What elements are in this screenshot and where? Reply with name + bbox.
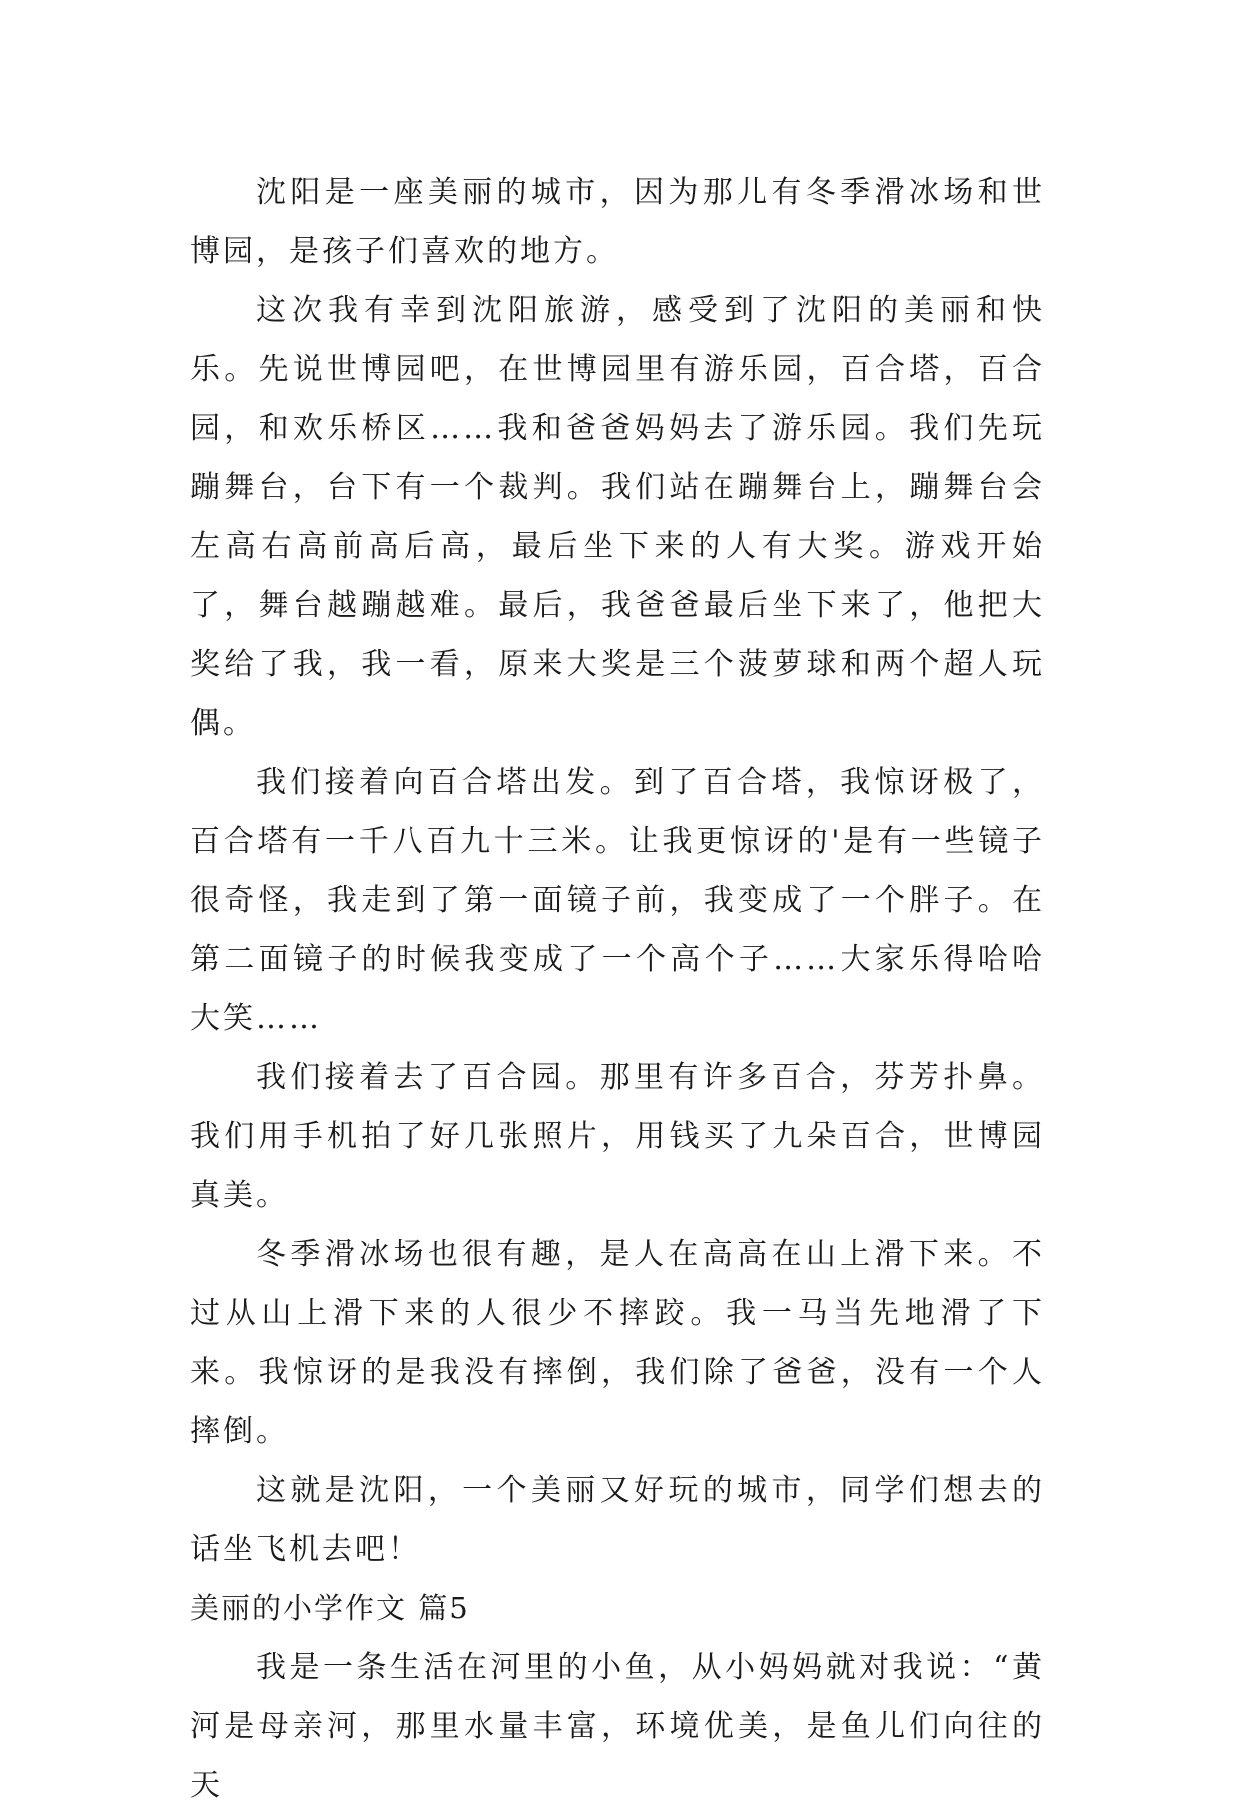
paragraph-ski-field: 冬季滑冰场也很有趣，是人在高高在山上滑下来。不过从山上滑下来的人很少不摔跤。我一马当先地滑了下来。我惊讶的是我没有摔倒，我们除了爸爸，没有一个人摔倒。 [190, 1237, 1045, 1449]
section-heading: 美丽的小学作文 篇5 [190, 1591, 470, 1625]
paragraph-lily-garden: 我们接着去了百合园。那里有许多百合，芬芳扑鼻。我们用手机拍了好几张照片，用钱买了九朵百合，世博园真美。 [190, 1060, 1045, 1213]
paragraph-lily-tower: 我们接着向百合塔出发。到了百合塔，我惊讶极了，百合塔有一千八百九十三米。让我更惊讶的'是有一些镜子很奇怪，我走到了第一面镜子前，我变成了一个胖子。在第二面镜子的时候我变成了一个高个子……大家乐得哈哈大笑…… [190, 765, 1045, 1036]
paragraph-little-fish: 我是一条生活在河里的小鱼，从小妈妈就对我说：“黄河是母亲河，那里水量丰富，环境优美，是鱼儿们向往的天 [190, 1650, 1045, 1803]
paragraph-conclusion: 这就是沈阳，一个美丽又好玩的城市，同学们想去的话坐飞机去吧！ [190, 1473, 1045, 1567]
paragraph-amusement-park: 这次我有幸到沈阳旅游，感受到了沈阳的美丽和快乐。先说世博园吧，在世博园里有游乐园，百合塔，百合园，和欢乐桥区……我和爸爸妈妈去了游乐园。我们先玩蹦舞台，台下有一个裁判。我们站在蹦舞台上，蹦舞台会左高右高前高后高，最后坐下来的人有大奖。游戏开始了，舞台越蹦越难。最后，我爸爸最后坐下来了，他把大奖给了我，我一看，原来大奖是三个菠萝球和两个超人玩偶。 [190, 293, 1045, 741]
paragraph-intro: 沈阳是一座美丽的城市，因为那儿有冬季滑冰场和世博园，是孩子们喜欢的地方。 [190, 175, 1045, 269]
document-body [190, 163, 1045, 1815]
